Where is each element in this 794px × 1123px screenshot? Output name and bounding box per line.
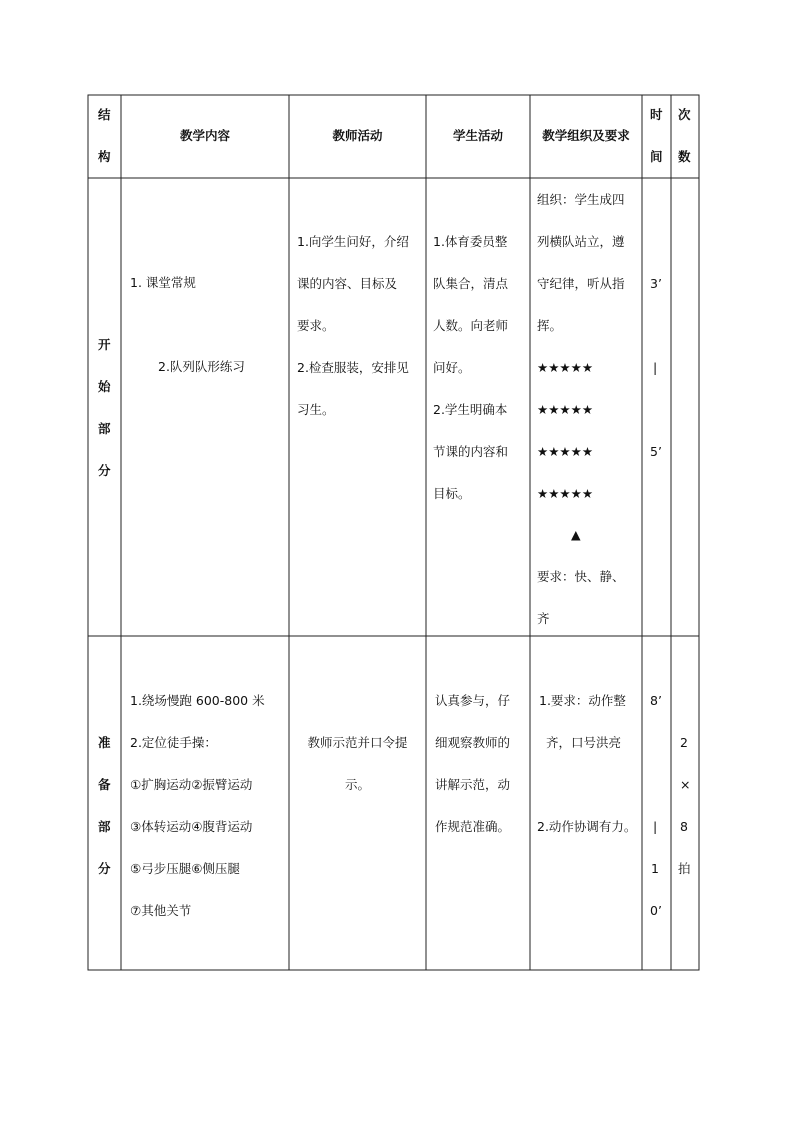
section-label-char: 始 bbox=[98, 379, 111, 394]
time-line: 8’ bbox=[650, 693, 662, 708]
time-line: 0’ bbox=[650, 903, 662, 918]
student-line: 人数。向老师 bbox=[433, 318, 509, 333]
header-organization: 教学组织及要求 bbox=[542, 128, 630, 143]
student-line: 2.学生明确本 bbox=[433, 402, 508, 417]
section-label-char: 开 bbox=[98, 337, 111, 352]
student-line: 1.体育委员整 bbox=[433, 234, 508, 249]
section-label-char: 分 bbox=[98, 861, 111, 876]
header-structure-2: 构 bbox=[98, 149, 111, 164]
count-line: 拍 bbox=[678, 861, 691, 876]
formation-stars: ★★★★★ bbox=[537, 360, 594, 375]
header-count-2: 数 bbox=[678, 149, 691, 164]
count-line: 2 bbox=[680, 735, 688, 750]
student-line: 作规范准确。 bbox=[435, 819, 511, 834]
header-teacher: 教师活动 bbox=[332, 128, 383, 143]
count-line: × bbox=[680, 777, 691, 792]
time-line: | bbox=[653, 360, 658, 375]
teacher-position-triangle: ▲ bbox=[571, 527, 581, 542]
count-line: 8 bbox=[680, 819, 688, 834]
teacher-line: 1.向学生问好，介绍 bbox=[297, 234, 409, 249]
table-border bbox=[88, 95, 699, 970]
section-label-char: 分 bbox=[98, 463, 111, 478]
teacher-line: 习生。 bbox=[297, 402, 335, 417]
header-time-2: 间 bbox=[650, 149, 663, 164]
organization-line: 2.动作协调有力。 bbox=[537, 819, 637, 834]
formation-stars: ★★★★★ bbox=[537, 486, 594, 501]
organization-line: 挥。 bbox=[537, 318, 563, 333]
teacher-line: 教师示范并口令提 bbox=[307, 735, 408, 750]
teacher-line: 示。 bbox=[344, 777, 370, 792]
teacher-line: 要求。 bbox=[297, 318, 335, 333]
content-line: 1.绕场慢跑 600-800 米 bbox=[130, 693, 265, 708]
student-line: 讲解示范，动 bbox=[435, 777, 511, 792]
header-count-1: 次 bbox=[678, 107, 691, 122]
organization-line: 齐 bbox=[537, 611, 550, 626]
formation-stars: ★★★★★ bbox=[537, 402, 594, 417]
header-structure-1: 结 bbox=[98, 107, 111, 122]
content-line: ⑦其他关节 bbox=[130, 903, 192, 918]
content-line: 2.定位徒手操： bbox=[130, 735, 217, 750]
organization-line: 要求：快、静、 bbox=[537, 569, 625, 584]
formation-stars: ★★★★★ bbox=[537, 444, 594, 459]
organization-line: 守纪律，听从指 bbox=[537, 276, 625, 291]
section-label-char: 备 bbox=[98, 777, 111, 792]
content-line: 2.队列队形练习 bbox=[158, 359, 245, 374]
organization-line: 组织：学生成四 bbox=[537, 192, 625, 207]
section-label-char: 部 bbox=[98, 421, 111, 436]
time-line: 5’ bbox=[650, 444, 662, 459]
time-line: 3’ bbox=[650, 276, 662, 291]
section-label-char: 准 bbox=[98, 735, 111, 750]
content-line: ③体转运动④腹背运动 bbox=[130, 819, 253, 834]
organization-line: 列横队站立，遵 bbox=[537, 234, 625, 249]
student-line: 队集合，清点 bbox=[433, 276, 509, 291]
organization-line: 1.要求：动作整 bbox=[539, 693, 626, 708]
content-line: ①扩胸运动②振臂运动 bbox=[130, 777, 253, 792]
student-line: 目标。 bbox=[433, 486, 471, 501]
header-student: 学生活动 bbox=[452, 128, 503, 143]
content-line: ⑤弓步压腿⑥侧压腿 bbox=[130, 861, 240, 876]
content-line: 1. 课堂常规 bbox=[130, 275, 196, 290]
teacher-line: 课的内容、目标及 bbox=[297, 276, 398, 291]
header-content: 教学内容 bbox=[179, 128, 230, 143]
header-time-1: 时 bbox=[650, 107, 663, 122]
time-line: 1 bbox=[651, 861, 659, 876]
section-label-char: 部 bbox=[98, 819, 111, 834]
teacher-line: 2.检查服装，安排见 bbox=[297, 360, 409, 375]
time-line: | bbox=[653, 819, 658, 834]
student-line: 认真参与，仔 bbox=[435, 693, 511, 708]
student-line: 节课的内容和 bbox=[433, 444, 509, 459]
organization-line: 齐，口号洪亮 bbox=[546, 735, 622, 750]
student-line: 细观察教师的 bbox=[435, 735, 511, 750]
student-line: 问好。 bbox=[433, 360, 471, 375]
